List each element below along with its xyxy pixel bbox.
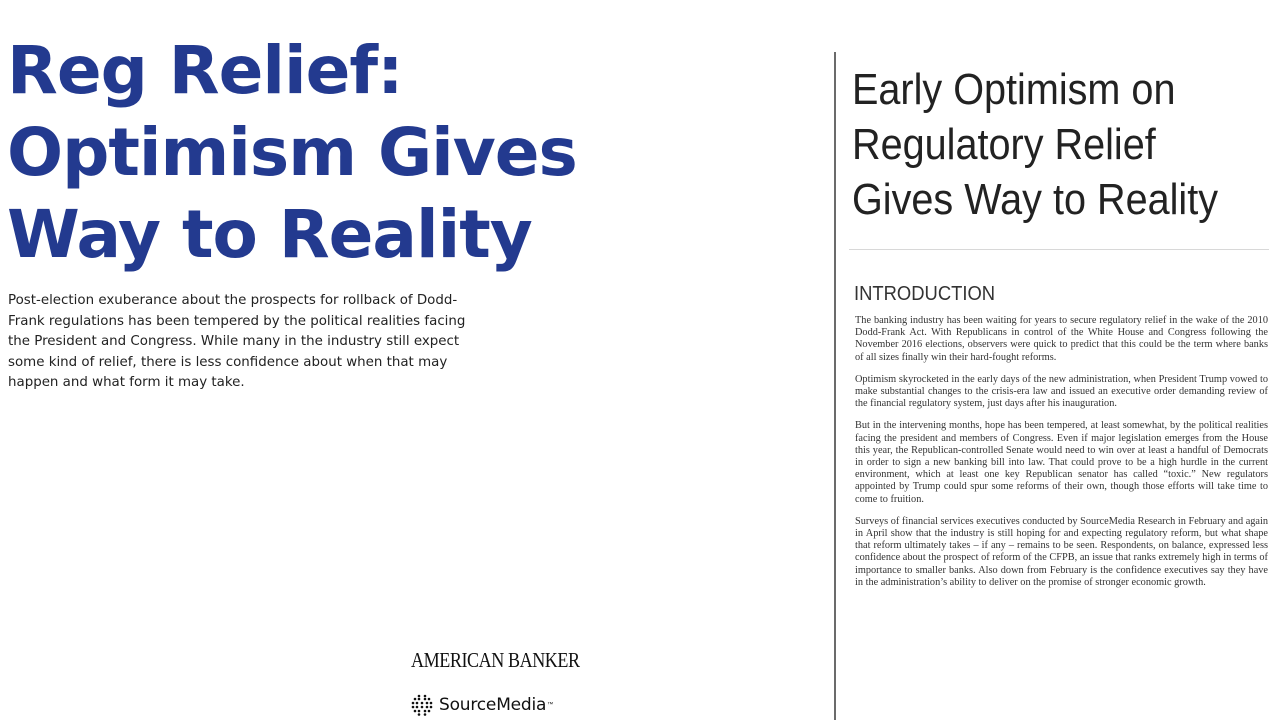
article-page: [852, 0, 1270, 720]
article-title-line-1: Early Optimism on: [852, 65, 1176, 114]
title-rule: [849, 249, 1269, 250]
body-paragraph: The banking industry has been waiting for years to secure regulatory relief in the wake of the 2010 Dodd-Frank Act. With Republicans in control of the White House and Congress following the November 2016 elections, observers were quick to predict that this could be the term where banks of all sizes finally win their hard-fought reforms.: [855, 315, 1268, 363]
trademark-symbol: ™: [547, 702, 554, 708]
body-paragraph: But in the intervening months, hope has been tempered, at least somewhat, by the political realities facing the president and members of Congress. Even if major legislation emerges from the House this year, the Republican-controlled Senate would need to win over at least a handful of Democrats in order to sign a new banking bill into law. That could prove to be a high hurdle in the current environment, which at least one key Republican senator has called “toxic.” New regulators appointed by Trump could spur some reforms of their own, though those efforts will take time to come to fruition.: [855, 420, 1268, 505]
headline-line-3: Way to Reality: [7, 196, 532, 273]
american-banker-logo: AMERICAN BANKER: [411, 648, 580, 672]
article-title-line-3: Gives Way to Reality: [852, 175, 1219, 224]
body-paragraph: Surveys of financial services executives conducted by SourceMedia Research in February and again in April show that the industry is still hoping for and expecting regulatory reform, but what shape that reform ultimately takes – if any – remains to be seen. Respondents, on balance, expressed less confidence about the prospect of reform of the CFPB, an issue that ranks extremely high in terms of importance to smaller banks. Also down from February is the confidence executives say they have in the administration’s ability to deliver on the promise of stronger economic growth.: [855, 515, 1268, 588]
cover-headline: [7, 30, 607, 276]
sourcemedia-dots-icon: [411, 694, 433, 716]
body-paragraph: Optimism skyrocketed in the early days of the new administration, when President Trump vowed to make substantial changes to the crisis-era law and issued an executive order demanding review of the financial regulatory system, just days after his inauguration.: [855, 373, 1268, 410]
article-title-line-2: Regulatory Relief: [852, 120, 1156, 169]
headline-line-2: Optimism Gives: [7, 114, 577, 191]
article-body: [855, 315, 1268, 599]
headline-line-1: Reg Relief:: [7, 32, 403, 109]
article-title: [852, 62, 1266, 227]
section-heading: INTRODUCTION: [854, 283, 996, 305]
cover-summary: Post-election exuberance about the prospects for rollback of Dodd-Frank regulations has been tempered by the political realities facing the President and Congress. While many in the industry still expect some kind of relief, there is less confidence about when that may happen and what form it may take.: [8, 293, 466, 391]
sourcemedia-logo: [411, 694, 553, 716]
sourcemedia-wordmark: SourceMedia: [439, 695, 547, 715]
page-divider: [834, 52, 836, 720]
